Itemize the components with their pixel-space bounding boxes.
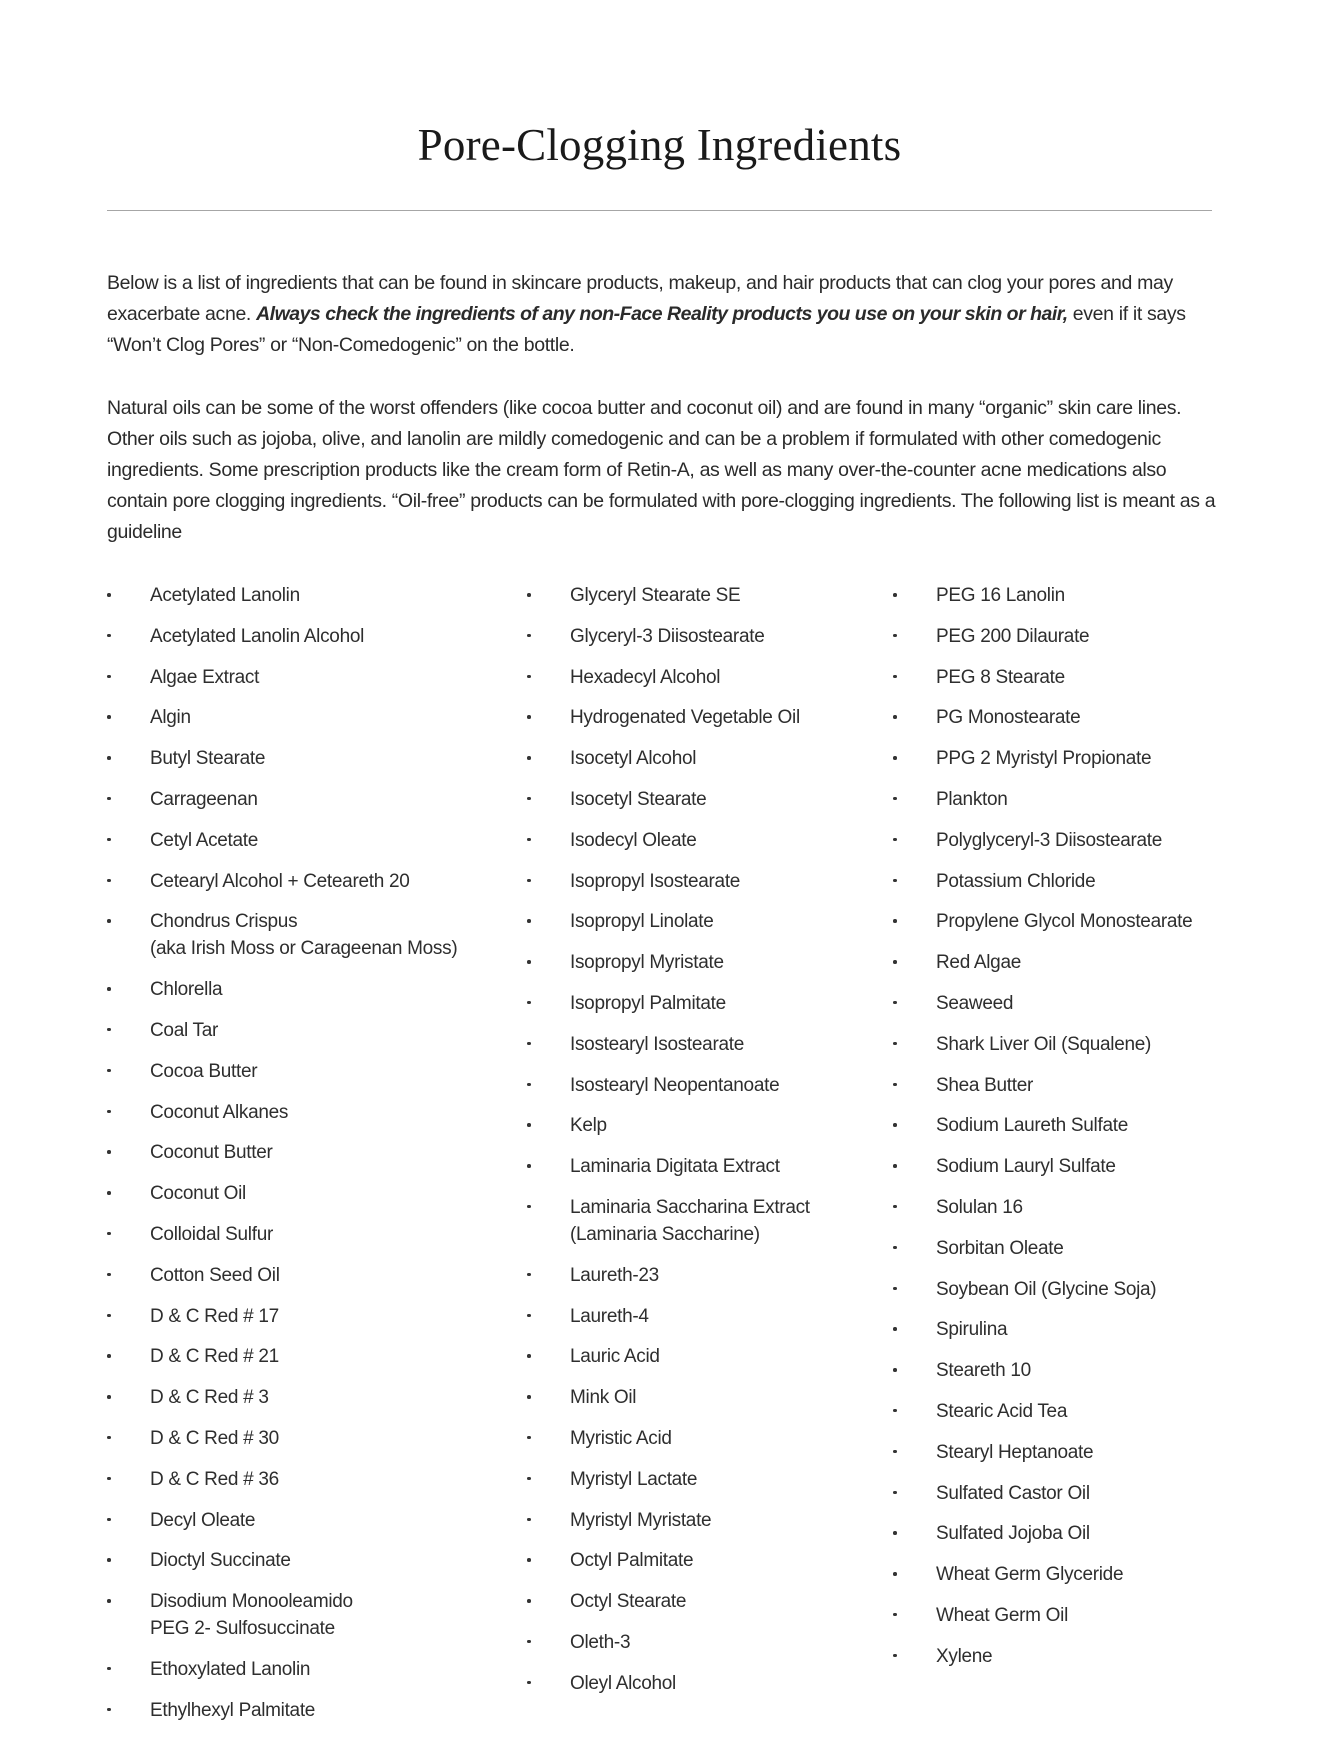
ingredient-list-item — [107, 1058, 507, 1085]
ingredient-list-item — [893, 1439, 1293, 1466]
ingredient-list-item — [527, 1384, 887, 1411]
bullet-icon — [527, 634, 531, 638]
ingredient-name: Sulfated Jojoba Oil — [936, 1523, 1090, 1545]
ingredient-name: Colloidal Sulfur — [150, 1223, 273, 1245]
ingredient-list-item — [893, 623, 1293, 650]
ingredient-list-item — [527, 1588, 887, 1615]
bullet-icon — [527, 879, 531, 883]
ingredient-name: Laminaria Saccharina Extract — [570, 1196, 810, 1218]
ingredient-list-item — [893, 1153, 1293, 1180]
ingredient-name: Isopropyl Myristate — [570, 952, 724, 974]
ingredient-list-item — [893, 582, 1293, 609]
bullet-icon — [107, 1069, 111, 1073]
ingredient-name: Propylene Glycol Monostearate — [936, 911, 1193, 933]
ingredient-name: Spirulina — [936, 1319, 1008, 1341]
ingredient-list-item — [107, 1656, 507, 1683]
bullet-icon — [893, 1409, 897, 1413]
ingredient-name: Acetylated Lanolin Alcohol — [150, 625, 365, 647]
ingredient-name: Isostearyl Isostearate — [570, 1033, 744, 1055]
bullet-icon — [107, 1110, 111, 1114]
ingredient-name: Sorbitan Oleate — [936, 1237, 1064, 1259]
bullet-icon — [893, 1287, 897, 1291]
ingredient-list-item — [107, 1384, 507, 1411]
ingredient-list-item — [527, 1547, 887, 1574]
bullet-icon — [107, 1191, 111, 1195]
bullet-icon — [527, 1558, 531, 1562]
ingredient-list-item — [893, 1480, 1293, 1507]
ingredient-name: Ethoxylated Lanolin — [150, 1658, 311, 1680]
bullet-icon — [107, 879, 111, 883]
ingredient-name: D & C Red # 3 — [150, 1387, 269, 1409]
bullet-icon — [527, 1083, 531, 1087]
bullet-icon — [107, 1477, 111, 1481]
ingredient-list-item — [107, 1303, 507, 1330]
ingredient-list-item — [527, 1262, 887, 1289]
bullet-icon — [527, 1354, 531, 1358]
bullet-icon — [893, 1572, 897, 1576]
ingredient-list-item — [107, 1425, 507, 1452]
ingredient-list-item — [893, 1602, 1293, 1629]
ingredient-list-item — [893, 1398, 1293, 1425]
ingredient-name: PEG 200 Dilaurate — [936, 625, 1090, 647]
bullet-icon — [893, 1123, 897, 1127]
bullet-icon — [893, 1531, 897, 1535]
bullet-icon — [893, 1083, 897, 1087]
ingredient-name-continued: (aka Irish Moss or Carageenan Moss) — [150, 938, 458, 960]
bullet-icon — [527, 1314, 531, 1318]
ingredient-list-item — [893, 664, 1293, 691]
ingredient-name: Octyl Stearate — [570, 1591, 687, 1613]
ingredient-list-item — [527, 745, 887, 772]
ingredient-list-item — [527, 1072, 887, 1099]
bullet-icon — [893, 1205, 897, 1209]
ingredient-list-item — [893, 704, 1293, 731]
ingredient-name: Coconut Oil — [150, 1183, 246, 1205]
ingredient-list-item — [527, 990, 887, 1017]
ingredient-name: Cocoa Butter — [150, 1060, 258, 1082]
bullet-icon — [527, 1001, 531, 1005]
ingredient-list-item — [527, 1194, 887, 1248]
ingredient-list-item — [893, 990, 1293, 1017]
bullet-icon — [527, 919, 531, 923]
ingredient-name: PG Monostearate — [936, 707, 1081, 729]
ingredient-list-item — [893, 1072, 1293, 1099]
bullet-icon — [893, 960, 897, 964]
ingredient-list-item — [893, 1194, 1293, 1221]
bullet-icon — [893, 838, 897, 842]
bullet-icon — [893, 675, 897, 679]
bullet-icon — [893, 756, 897, 760]
ingredient-name: Isocetyl Stearate — [570, 788, 707, 810]
ingredient-list-item — [107, 1343, 507, 1370]
bullet-icon — [893, 593, 897, 597]
ingredient-list-item — [107, 1697, 507, 1724]
ingredient-name: Hexadecyl Alcohol — [570, 666, 721, 688]
ingredient-name: Glyceryl Stearate SE — [570, 585, 741, 606]
bullet-icon — [107, 838, 111, 842]
ingredient-name: Isostearyl Neopentanoate — [570, 1074, 780, 1096]
bullet-icon — [527, 675, 531, 679]
ingredient-list-item — [893, 786, 1293, 813]
ingredient-name: Laureth-4 — [570, 1305, 649, 1327]
bullet-icon — [893, 1164, 897, 1168]
bullet-icon — [107, 715, 111, 719]
intro-paragraph-2: Natural oils can be some of the worst offenders (like cocoa butter and coconut oil) and are found in many “organic” skin care lines. Other oils such as jojoba, olive, and lanolin are mildly comedogenic and can be a problem if formulated with other comedogenic ingredients. Some prescription products like the cream form of Retin-A, as well as many over-the-counter acne medications also contain pore clogging ingredients. “Oil-free” products can be formulated with pore-clogging ingredients. The following list is meant as a guideline — [107, 397, 1216, 543]
ingredient-name: Butyl Stearate — [150, 748, 266, 770]
ingredient-list-item — [527, 704, 887, 731]
ingredient-name: Chlorella — [150, 979, 223, 1001]
ingredient-name: Shea Butter — [936, 1074, 1034, 1096]
ingredient-list-item — [527, 868, 887, 895]
ingredient-name: Stearyl Heptanoate — [936, 1441, 1094, 1463]
ingredient-list-item — [893, 908, 1293, 935]
title-divider — [107, 210, 1212, 211]
bullet-icon — [107, 797, 111, 801]
bullet-icon — [893, 919, 897, 923]
bullet-icon — [107, 987, 111, 991]
ingredient-list-item — [893, 949, 1293, 976]
ingredient-list-item — [893, 1520, 1293, 1547]
ingredient-name: Isodecyl Oleate — [570, 829, 697, 851]
bullet-icon — [107, 634, 111, 638]
ingredient-list-item — [893, 745, 1293, 772]
bullet-icon — [893, 1246, 897, 1250]
ingredient-name: Myristic Acid — [570, 1427, 672, 1449]
bullet-icon — [893, 715, 897, 719]
ingredient-name: Wheat Germ Glyceride — [936, 1564, 1124, 1586]
ingredient-name: Hydrogenated Vegetable Oil — [570, 707, 800, 729]
ingredient-name: Myristyl Myristate — [570, 1509, 712, 1531]
ingredient-list-item — [107, 1588, 507, 1642]
ingredient-name: Plankton — [936, 788, 1008, 810]
ingredient-list-item — [893, 1561, 1293, 1588]
ingredient-name: Steareth 10 — [936, 1360, 1031, 1382]
bullet-icon — [527, 1273, 531, 1277]
bullet-icon — [527, 756, 531, 760]
ingredient-name: Red Algae — [936, 952, 1021, 974]
bullet-icon — [107, 1558, 111, 1562]
ingredient-name: Dioctyl Succinate — [150, 1550, 291, 1572]
ingredient-name: Acetylated Lanolin — [150, 585, 300, 606]
bullet-icon — [893, 1001, 897, 1005]
ingredient-name: Algin — [150, 707, 191, 729]
ingredient-list-item — [107, 1507, 507, 1534]
ingredient-list-item — [107, 868, 507, 895]
ingredient-name: Cotton Seed Oil — [150, 1264, 280, 1286]
ingredient-list-item — [527, 582, 887, 609]
bullet-icon — [527, 960, 531, 964]
ingredient-list-item — [107, 786, 507, 813]
bullet-icon — [107, 919, 111, 923]
bullet-icon — [107, 1599, 111, 1603]
ingredient-name: Coconut Alkanes — [150, 1101, 289, 1123]
ingredient-list-item — [107, 582, 507, 609]
bullet-icon — [893, 1491, 897, 1495]
ingredient-list-item — [107, 1017, 507, 1044]
bullet-icon — [527, 1042, 531, 1046]
intro-paragraph-1 — [107, 268, 1217, 361]
ingredient-name: Soybean Oil (Glycine Soja) — [936, 1278, 1157, 1300]
ingredient-name-continued: (Laminaria Saccharine) — [570, 1223, 760, 1245]
ingredient-name: Glyceryl-3 Diisostearate — [570, 625, 765, 647]
ingredient-name: Shark Liver Oil (Squalene) — [936, 1033, 1152, 1055]
ingredient-name: Chondrus Crispus — [150, 911, 298, 933]
ingredient-name: Coconut Butter — [150, 1142, 273, 1164]
bullet-icon — [527, 797, 531, 801]
ingredient-name: PEG 8 Stearate — [936, 666, 1065, 688]
bullet-icon — [107, 1273, 111, 1277]
ingredient-name: PPG 2 Myristyl Propionate — [936, 748, 1152, 770]
ingredient-name: Algae Extract — [150, 666, 260, 688]
bullet-icon — [527, 838, 531, 842]
ingredient-name: Stearic Acid Tea — [936, 1400, 1068, 1422]
ingredient-list-item — [893, 1643, 1293, 1670]
ingredient-name: D & C Red # 30 — [150, 1427, 279, 1449]
ingredient-name: PEG 16 Lanolin — [936, 585, 1065, 606]
ingredient-list-item — [527, 623, 887, 650]
ingredient-list-item — [527, 1112, 887, 1139]
ingredient-name-continued: PEG 2- Sulfosuccinate — [150, 1618, 335, 1640]
ingredient-name: Myristyl Lactate — [570, 1468, 698, 1490]
ingredient-list-item — [893, 1276, 1293, 1303]
ingredient-name: Isopropyl Linolate — [570, 911, 714, 933]
ingredient-name: D & C Red # 21 — [150, 1346, 279, 1368]
ingredient-list-item — [527, 664, 887, 691]
ingredient-list-item — [893, 827, 1293, 854]
ingredient-name: Kelp — [570, 1115, 607, 1137]
bullet-icon — [107, 1028, 111, 1032]
bullet-icon — [527, 715, 531, 719]
bullet-icon — [893, 1654, 897, 1658]
ingredient-list-item — [527, 786, 887, 813]
ingredient-list-item — [107, 1221, 507, 1248]
ingredient-column-3 — [893, 582, 1293, 1684]
bullet-icon — [107, 1395, 111, 1399]
bullet-icon — [527, 1477, 531, 1481]
ingredient-name: Carrageenan — [150, 788, 258, 810]
ingredient-list-item — [107, 1099, 507, 1126]
bullet-icon — [107, 1354, 111, 1358]
bullet-icon — [893, 1042, 897, 1046]
ingredient-list-item — [893, 1031, 1293, 1058]
ingredient-name: Disodium Monooleamido — [150, 1591, 353, 1613]
ingredient-list-item — [893, 1112, 1293, 1139]
bullet-icon — [527, 1599, 531, 1603]
ingredient-name: Isopropyl Palmitate — [570, 992, 726, 1014]
ingredient-name: Xylene — [936, 1645, 993, 1667]
ingredient-name: Sodium Laureth Sulfate — [936, 1115, 1128, 1137]
ingredient-list-item — [527, 1153, 887, 1180]
ingredient-list-item — [107, 1466, 507, 1493]
ingredient-list-item — [107, 1139, 507, 1166]
bullet-icon — [893, 1450, 897, 1454]
bullet-icon — [107, 1314, 111, 1318]
ingredient-name: Lauric Acid — [570, 1346, 660, 1368]
ingredient-list-item — [893, 1357, 1293, 1384]
bullet-icon — [893, 1327, 897, 1331]
bullet-icon — [527, 1640, 531, 1644]
ingredient-name: Wheat Germ Oil — [936, 1604, 1068, 1626]
ingredient-name: Cetearyl Alcohol + Ceteareth 20 — [150, 870, 410, 892]
ingredient-column-1 — [107, 582, 507, 1738]
ingredient-list-item — [527, 827, 887, 854]
ingredient-list-item — [107, 1262, 507, 1289]
ingredient-list-item — [527, 1629, 887, 1656]
ingredient-name: Oleth-3 — [570, 1631, 631, 1653]
bullet-icon — [107, 1667, 111, 1671]
ingredient-list-item — [107, 623, 507, 650]
bullet-icon — [107, 1150, 111, 1154]
bullet-icon — [107, 756, 111, 760]
ingredient-name: Sulfated Castor Oil — [936, 1482, 1090, 1504]
ingredient-list-item — [527, 1466, 887, 1493]
ingredient-list-item — [893, 1235, 1293, 1262]
ingredient-name: D & C Red # 17 — [150, 1305, 279, 1327]
ingredient-list-item — [527, 908, 887, 935]
ingredient-list-item — [893, 868, 1293, 895]
bullet-icon — [527, 1681, 531, 1685]
ingredient-list-item — [107, 976, 507, 1003]
bullet-icon — [527, 593, 531, 597]
ingredient-list-item — [107, 745, 507, 772]
intro-emphasis: Always check the ingredients of any non-Face Reality products you use on your skin or hair, — [256, 303, 1068, 325]
bullet-icon — [527, 1123, 531, 1127]
ingredient-name: Polyglyceryl-3 Diisostearate — [936, 829, 1163, 851]
ingredient-list-item — [527, 1670, 887, 1697]
ingredient-list-item — [107, 1180, 507, 1207]
ingredient-list-item — [107, 1547, 507, 1574]
ingredient-name: Coal Tar — [150, 1019, 219, 1041]
bullet-icon — [893, 1368, 897, 1372]
bullet-icon — [893, 634, 897, 638]
bullet-icon — [527, 1164, 531, 1168]
ingredient-list-item — [527, 1031, 887, 1058]
ingredient-name: Potassium Chloride — [936, 870, 1096, 892]
bullet-icon — [107, 675, 111, 679]
ingredient-name: Ethylhexyl Palmitate — [150, 1699, 316, 1721]
ingredient-list-item — [107, 704, 507, 731]
ingredient-name: Sodium Lauryl Sulfate — [936, 1156, 1116, 1178]
ingredient-name: Laminaria Digitata Extract — [570, 1156, 780, 1178]
bullet-icon — [527, 1436, 531, 1440]
ingredient-name: Mink Oil — [570, 1387, 637, 1409]
bullet-icon — [107, 1518, 111, 1522]
ingredient-list-item — [527, 1425, 887, 1452]
ingredient-name: Cetyl Acetate — [150, 829, 259, 851]
ingredient-name: Oleyl Alcohol — [570, 1672, 676, 1694]
bullet-icon — [527, 1518, 531, 1522]
bullet-icon — [893, 797, 897, 801]
bullet-icon — [107, 1232, 111, 1236]
ingredient-name: Seaweed — [936, 992, 1014, 1014]
ingredient-list-item — [527, 949, 887, 976]
bullet-icon — [107, 1436, 111, 1440]
bullet-icon — [107, 1708, 111, 1712]
ingredient-list-item — [107, 908, 507, 962]
ingredient-name: Octyl Palmitate — [570, 1550, 694, 1572]
page-title: Pore-Clogging Ingredients — [417, 120, 902, 170]
ingredient-name: Solulan 16 — [936, 1196, 1023, 1218]
ingredient-list-item — [107, 827, 507, 854]
ingredient-list-item — [893, 1316, 1293, 1343]
intro-text-after: even if it says “Won’t Clog Pores” or “Non-Comedogenic” on the bottle. — [107, 303, 1186, 356]
ingredient-name: Isocetyl Alcohol — [570, 748, 697, 770]
ingredient-name: Laureth-23 — [570, 1264, 659, 1286]
bullet-icon — [527, 1395, 531, 1399]
ingredient-list-item — [527, 1507, 887, 1534]
ingredient-name: D & C Red # 36 — [150, 1468, 279, 1490]
ingredient-list-item — [527, 1343, 887, 1370]
bullet-icon — [893, 1613, 897, 1617]
bullet-icon — [527, 1205, 531, 1209]
intro-text-before: Below is a list of ingredients that can be found in skincare products, makeup, and hair products that can clog your pores and may exacerbate acne. — [107, 272, 1173, 325]
ingredient-name: Isopropyl Isostearate — [570, 870, 741, 892]
bullet-icon — [893, 879, 897, 883]
ingredient-column-2 — [527, 582, 887, 1711]
ingredient-list-item — [107, 664, 507, 691]
ingredient-name: Decyl Oleate — [150, 1509, 256, 1531]
bullet-icon — [107, 593, 111, 597]
ingredient-list-item — [527, 1303, 887, 1330]
